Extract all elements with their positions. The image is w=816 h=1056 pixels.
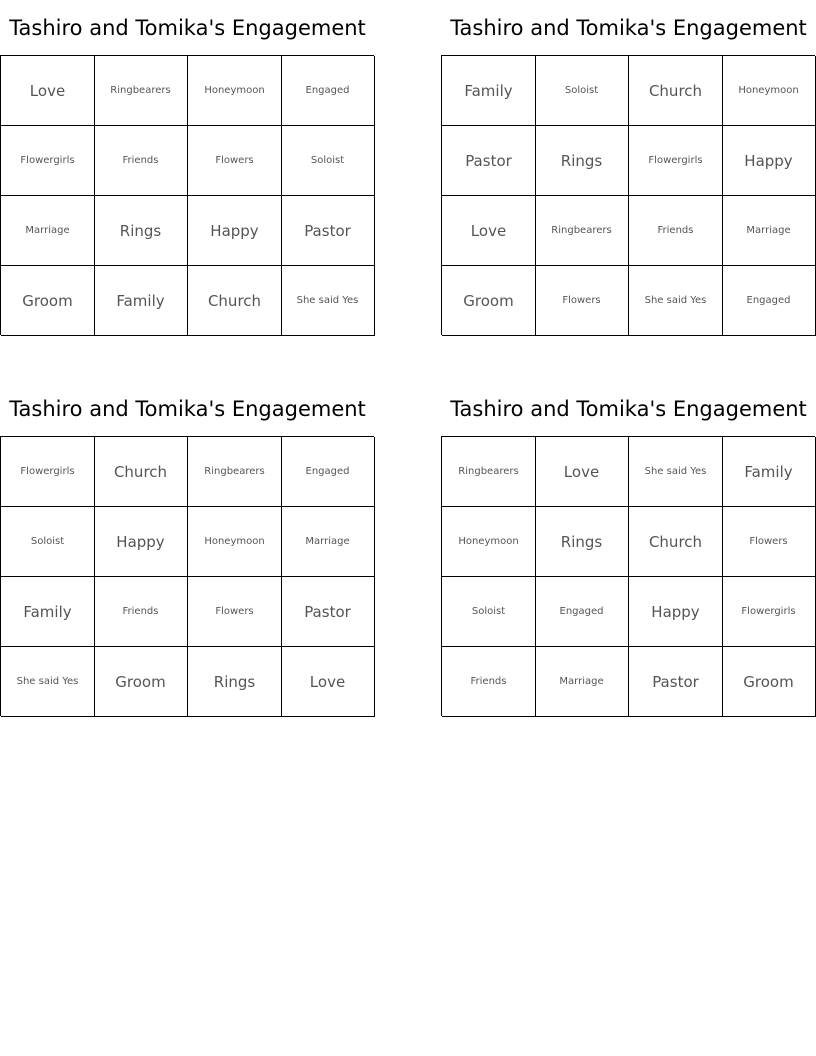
bingo-cell: Church	[188, 266, 282, 336]
bingo-cell: Ringbearers	[188, 437, 282, 507]
card-title: Tashiro and Tomika's Engagement	[450, 16, 807, 40]
bingo-cell: Happy	[629, 577, 723, 647]
bingo-cell: Love	[535, 437, 629, 507]
bingo-cell: Pastor	[281, 196, 375, 266]
bingo-grid	[0, 436, 374, 716]
bingo-card-2	[441, 0, 816, 310]
bingo-cell: Flowers	[535, 266, 629, 336]
bingo-cell: Engaged	[281, 56, 375, 126]
card-title: Tashiro and Tomika's Engagement	[450, 397, 807, 421]
bingo-cell: Marriage	[1, 196, 95, 266]
bingo-cell: Flowers	[188, 126, 282, 196]
bingo-cell: Church	[629, 507, 723, 577]
bingo-cell: Pastor	[442, 126, 536, 196]
bingo-grid	[441, 55, 815, 335]
bingo-cell: Rings	[188, 647, 282, 717]
bingo-cell: Honeymoon	[188, 56, 282, 126]
bingo-cell: Engaged	[535, 577, 629, 647]
bingo-cell: Flowergirls	[1, 126, 95, 196]
bingo-cell: Love	[281, 647, 375, 717]
bingo-cell: Love	[1, 56, 95, 126]
bingo-cell: Soloist	[1, 507, 95, 577]
bingo-cell: She said Yes	[1, 647, 95, 717]
bingo-cell: Family	[442, 56, 536, 126]
bingo-cell: Friends	[94, 126, 188, 196]
bingo-cell: She said Yes	[629, 266, 723, 336]
bingo-cell: Honeymoon	[442, 507, 536, 577]
bingo-cell: Flowergirls	[1, 437, 95, 507]
bingo-cell: Rings	[535, 126, 629, 196]
bingo-cell: Rings	[94, 196, 188, 266]
bingo-cell: Happy	[94, 507, 188, 577]
bingo-grid	[0, 55, 374, 335]
bingo-cell: Groom	[722, 647, 816, 717]
card-title: Tashiro and Tomika's Engagement	[9, 16, 366, 40]
bingo-cell: She said Yes	[281, 266, 375, 336]
bingo-grid	[441, 436, 815, 716]
bingo-cell: Marriage	[722, 196, 816, 266]
bingo-cell: Flowers	[722, 507, 816, 577]
bingo-cell: Soloist	[535, 56, 629, 126]
bingo-cell: Church	[94, 437, 188, 507]
bingo-cell: Love	[442, 196, 536, 266]
bingo-cell: Honeymoon	[188, 507, 282, 577]
bingo-cell: Flowergirls	[722, 577, 816, 647]
bingo-cell: Groom	[94, 647, 188, 717]
bingo-cell: Church	[629, 56, 723, 126]
bingo-cell: Family	[1, 577, 95, 647]
bingo-cell: Flowergirls	[629, 126, 723, 196]
bingo-cell: Marriage	[535, 647, 629, 717]
bingo-cell: Rings	[535, 507, 629, 577]
bingo-cell: She said Yes	[629, 437, 723, 507]
bingo-cell: Ringbearers	[94, 56, 188, 126]
bingo-cell: Happy	[722, 126, 816, 196]
card-title: Tashiro and Tomika's Engagement	[9, 397, 366, 421]
bingo-cell: Friends	[442, 647, 536, 717]
bingo-cell: Flowers	[188, 577, 282, 647]
bingo-cell: Groom	[442, 266, 536, 336]
bingo-cell: Family	[722, 437, 816, 507]
bingo-cell: Friends	[94, 577, 188, 647]
bingo-cell: Honeymoon	[722, 56, 816, 126]
bingo-cell: Soloist	[442, 577, 536, 647]
bingo-cell: Ringbearers	[535, 196, 629, 266]
bingo-cell: Soloist	[281, 126, 375, 196]
bingo-cell: Pastor	[281, 577, 375, 647]
bingo-cell: Friends	[629, 196, 723, 266]
bingo-card-3	[0, 381, 375, 691]
bingo-cell: Marriage	[281, 507, 375, 577]
bingo-cell: Happy	[188, 196, 282, 266]
bingo-cell: Ringbearers	[442, 437, 536, 507]
bingo-card-4	[441, 381, 816, 691]
bingo-cell: Engaged	[281, 437, 375, 507]
bingo-cell: Pastor	[629, 647, 723, 717]
bingo-cell: Family	[94, 266, 188, 336]
bingo-card-1	[0, 0, 375, 310]
bingo-cell: Engaged	[722, 266, 816, 336]
bingo-cell: Groom	[1, 266, 95, 336]
